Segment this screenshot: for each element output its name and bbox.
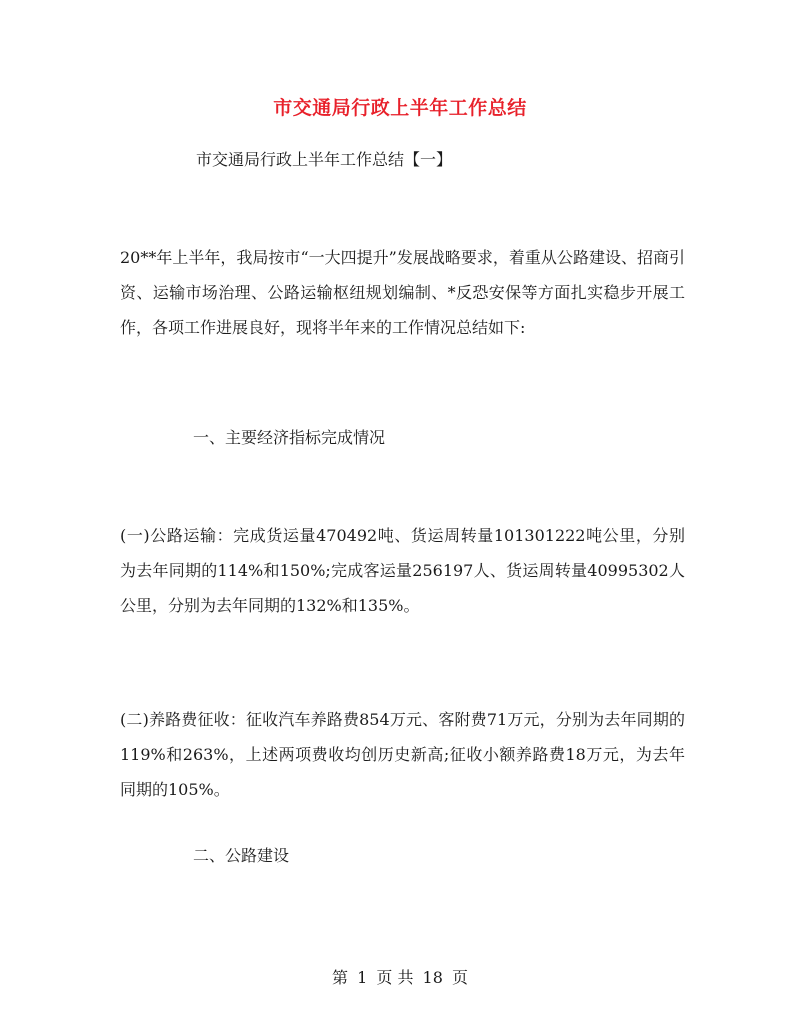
- document-subtitle: 市交通局行政上半年工作总结【一】: [196, 150, 453, 169]
- footer-prefix: 第: [331, 968, 348, 987]
- footer-suffix: 页: [452, 968, 469, 987]
- page-footer: [0, 965, 800, 988]
- footer-page-number: 1: [357, 968, 368, 987]
- item-paragraph-road-transport: (一)公路运输：完成货运量470492吨、货运周转量101301222吨公里，分别为去年同期的114%和150%;完成客运量256197人、货运周转量40995302人公里，分别为去年同期的132%和135%。: [120, 526, 685, 615]
- section-heading-2: 二、公路建设: [193, 846, 290, 865]
- footer-total-pages: 18: [422, 968, 443, 987]
- intro-paragraph: 20**年上半年，我局按市“一大四提升”发展战略要求，着重从公路建设、招商引资、运输市场治理、公路运输枢纽规划编制、*反恐安保等方面扎实稳步开展工作，各项工作进展良好，现将半年来的工作情况总结如下:: [120, 248, 685, 337]
- section-heading-1: 一、主要经济指标完成情况: [193, 428, 386, 447]
- footer-middle: 页 共: [376, 968, 414, 987]
- item-paragraph-road-fee: (二)养路费征收：征收汽车养路费854万元、客附费71万元，分别为去年同期的119%和263%，上述两项费收均创历史新高;征收小额养路费18万元，为去年同期的105%。: [120, 710, 685, 799]
- document-title: 市交通局行政上半年工作总结: [273, 97, 527, 119]
